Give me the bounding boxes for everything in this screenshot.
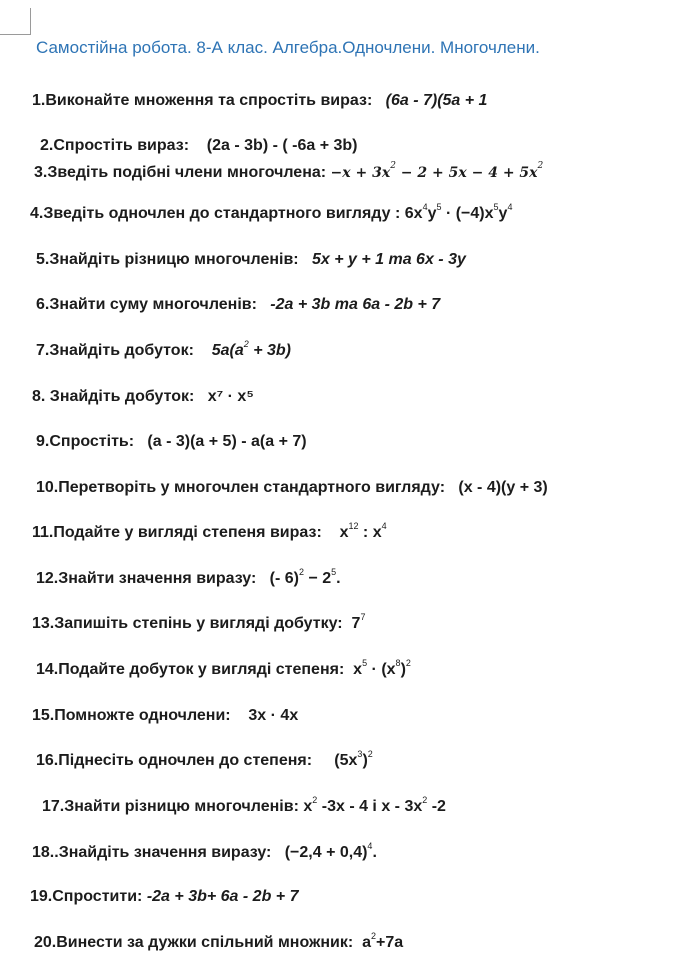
task-2 — [40, 137, 358, 155]
task-5-expr: 5x + y + 1 та 6x - 3y — [311, 251, 466, 268]
task-1 — [32, 92, 487, 110]
task-15-text: 15.Помножте одночлени: — [32, 707, 231, 724]
task-16-text: 16.Піднесіть одночлен до степеня: — [36, 752, 313, 769]
task-10 — [36, 479, 548, 497]
task-4-text: 4.Зведіть одночлен до стандартного вигляду : — [30, 205, 401, 222]
task-6 — [36, 296, 440, 314]
task-2-text: 2.Спростіть вираз: — [40, 137, 190, 154]
task-14-text: 14.Подайте добуток у вигляді степеня: — [36, 661, 345, 678]
page-title: Самостійна робота. 8-А клас. Алгебра.Одночлени. Многочлени. — [36, 38, 540, 57]
task-19-expr: -2a + 3b+ 6a - 2b + 7 — [146, 888, 299, 905]
task-9 — [36, 433, 307, 451]
task-9-expr: (a - 3)(a + 5) - a(a + 7) — [147, 433, 307, 450]
task-14-expr: $x^5 \cdot (x^8)^2$ — [353, 658, 411, 678]
task-3-expr: $-x + 3x^2 - 2 + 5x - 4 + 5x^2$ — [330, 161, 544, 181]
task-10-expr: (x - 4)(y + 3) — [458, 479, 548, 496]
task-17-text: 17.Знайти різницю многочленів: — [42, 798, 299, 815]
task-9-text: 9.Спростіть: — [36, 433, 135, 450]
task-4-expr: $6x^4y^5 \cdot (-4)x^5y^4$ — [404, 202, 513, 222]
task-14 — [36, 658, 411, 679]
task-18-text: 18..Знайдіть значення виразу: — [32, 844, 272, 861]
task-11 — [32, 521, 387, 542]
task-7-expr: $5a(a^2 + 3b)$ — [211, 339, 291, 359]
task-20 — [34, 931, 404, 952]
task-20-expr: $a^2+7a$ — [362, 931, 404, 951]
task-3-text: 3.Зведіть подібні члени многочлена: — [34, 164, 327, 181]
task-2-expr: (2a - 3b) - ( -6a + 3b) — [206, 137, 358, 154]
task-11-text: 11.Подайте у вигляді степеня вираз: — [32, 524, 322, 541]
task-10-text: 10.Перетворіть у многочлен стандартного вигляду: — [36, 479, 446, 496]
task-6-expr: -2a + 3b та 6a - 2b + 7 — [270, 296, 441, 313]
task-18 — [32, 841, 377, 862]
task-12-text: 12.Знайти значення виразу: — [36, 570, 257, 587]
task-8-expr: x⁷ · x⁵ — [207, 388, 254, 405]
task-1-text: 1.Виконайте множення та спростіть вираз: — [32, 92, 373, 109]
task-18-expr: $(-2,4 + 0,4)^4$. — [284, 841, 377, 861]
task-1-expr: (6a - 7)(5a + 1 — [385, 92, 488, 109]
task-4 — [30, 202, 513, 223]
task-5-text: 5.Знайдіть різницю многочленів: — [36, 251, 299, 268]
task-5 — [36, 251, 466, 269]
task-8-text: 8. Знайдіть добуток: — [32, 388, 195, 405]
task-11-expr: $x^{12}$ : $x^4$ — [339, 521, 387, 541]
task-3 — [34, 161, 544, 182]
task-16-expr: $(5x^3)^2$ — [334, 749, 373, 769]
task-17 — [42, 795, 446, 816]
task-19-text: 19.Спростити: — [30, 888, 143, 905]
task-7 — [36, 339, 291, 360]
task-13 — [32, 612, 366, 633]
task-8 — [32, 388, 254, 406]
task-20-text: 20.Винести за дужки спільний множник: — [34, 934, 354, 951]
task-6-text: 6.Знайти суму многочленів: — [36, 296, 257, 313]
task-12 — [36, 567, 341, 588]
task-15 — [32, 707, 298, 725]
task-17-expr: $x^2$ -3x - 4 і x - $3x^2$ -2 — [303, 795, 446, 815]
task-19 — [30, 888, 298, 906]
page-corner-mark — [0, 8, 31, 35]
task-16 — [36, 749, 373, 770]
task-13-text: 13.Запишіть степінь у вигляді добутку: — [32, 615, 343, 632]
task-13-expr: $7^7$ — [351, 612, 366, 632]
task-7-text: 7.Знайдіть добуток: — [36, 342, 194, 359]
task-12-expr: (- $6)^2 - 2^5$. — [269, 567, 341, 587]
task-15-expr: 3x · 4x — [248, 707, 299, 724]
